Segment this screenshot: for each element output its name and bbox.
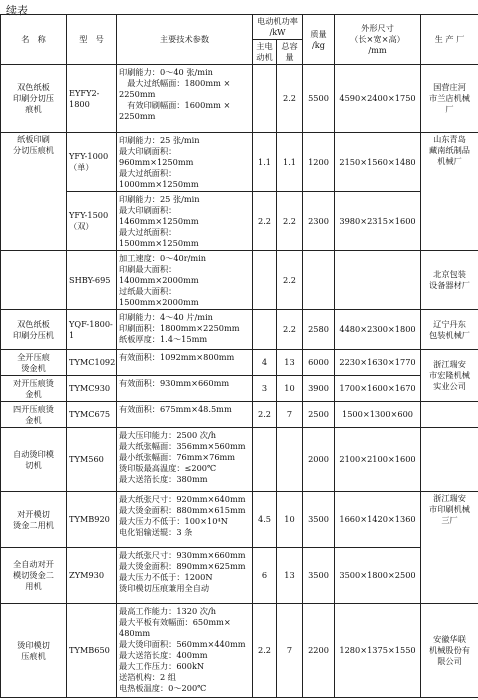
cell-dimensions: 2150×1560×1480	[335, 133, 421, 192]
cell-model: SHBY-695	[67, 251, 117, 310]
cell-name: 对开模切 烫金二用机	[1, 492, 67, 548]
cell-manufacturer: 辽宁丹东 包装机械厂	[421, 310, 478, 350]
cell-model: TYMC930	[67, 376, 117, 402]
cell-dimensions	[335, 251, 421, 310]
table-row	[1, 376, 478, 402]
cell-name: 自动烫印模 切机	[1, 428, 67, 492]
cell-model: ZYM930	[67, 548, 117, 604]
cell-motor-main	[253, 65, 277, 133]
table-row	[1, 492, 478, 548]
cell-model: YQF-1800-1	[67, 310, 117, 350]
cell-dimensions: 4480×2300×1800	[335, 310, 421, 350]
cell-motor-total: 1.1	[277, 133, 303, 192]
cell-motor-total: 13	[277, 548, 303, 604]
cell-dimensions: 1660×1420×1360	[335, 492, 421, 548]
cell-motor-total	[277, 428, 303, 492]
cell-motor-total: 10	[277, 492, 303, 548]
cell-params: 有效面积：1092mm×800mm	[117, 350, 253, 376]
header-params: 主要技术参数	[117, 15, 253, 65]
header-manufacturer: 生 产 厂	[421, 15, 478, 65]
cell-params: 最大纸张尺寸：920mm×640mm 最大烫金面积：880mm×615mm 最大压力不低于：100×10⁴N 电化铝输送辊：3 条	[117, 492, 253, 548]
cell-name: 双色纸板 印刷分切压 痕机	[1, 65, 67, 133]
header-mass: 质量 /kg	[303, 15, 335, 65]
cell-manufacturer: 国营庄河 市兰店机械 厂	[421, 65, 478, 133]
cell-name: 四开压痕烫 金机	[1, 402, 67, 428]
cell-name: 纸板印刷 分切压痕机	[1, 133, 67, 251]
cell-motor-main	[253, 251, 277, 310]
table-row	[1, 310, 478, 350]
cell-manufacturer	[421, 428, 478, 492]
cell-model: TYM560	[67, 428, 117, 492]
header-motor-total: 总容量	[277, 40, 303, 65]
header-motor-main: 主电 动机	[253, 40, 277, 65]
cell-motor-main: 2.2	[253, 604, 277, 698]
cell-name: 双色纸板 印刷分压机	[1, 310, 67, 350]
cell-params: 印刷能力：4～40 片/min 印刷面积：1800mm×2250mm 纸板厚度：1.4～15mm	[117, 310, 253, 350]
table-row	[1, 428, 478, 492]
cell-name: 全自动对开 模切烫金二 用机	[1, 548, 67, 604]
cell-motor-main: 2.2	[253, 402, 277, 428]
cell-dimensions: 1700×1600×1670	[335, 376, 421, 402]
cell-motor-total: 13	[277, 350, 303, 376]
cell-name: 全开压痕 烫金机	[1, 350, 67, 376]
table-row	[1, 251, 478, 310]
cell-motor-total: 2.2	[277, 65, 303, 133]
cell-mass: 2580	[303, 310, 335, 350]
cell-model: YFY-1000 （单）	[67, 133, 117, 192]
cell-manufacturer: 浙江瑞安 市宏隆机械 实业公司	[421, 350, 478, 402]
cell-model: TYMB650	[67, 604, 117, 698]
cell-params: 最高工作能力：1320 次/h 最大平板有效幅面：650mm× 480mm 最大烫印面积：560mm×440mm 最大送箔长度：400mm 最大工作压力：600kN 送箔机构：2 组 电热板温度：0～200℃	[117, 604, 253, 698]
cell-mass: 2300	[303, 192, 335, 251]
cell-params: 印刷能力：25 张/min 最大印刷面积：960mm×1250mm 最大过纸面积：1000mm×1250mm	[117, 133, 253, 192]
header-model: 型 号	[67, 15, 117, 65]
cell-motor-main: 3	[253, 376, 277, 402]
table-row	[1, 402, 478, 428]
cell-dimensions: 3500×1800×2500	[335, 548, 421, 604]
header-name: 名 称	[1, 15, 67, 65]
cell-dimensions: 2230×1630×1770	[335, 350, 421, 376]
cell-name	[1, 251, 67, 310]
cell-model: EYFY2-1800	[67, 65, 117, 133]
cell-motor-main: 4.5	[253, 492, 277, 548]
cell-manufacturer: 山东青岛 藏南纸制品 机械厂	[421, 133, 478, 251]
cell-dimensions: 1280×1375×1550	[335, 604, 421, 698]
cell-dimensions: 4590×2400×1750	[335, 65, 421, 133]
cell-model: YFY-1500 （双）	[67, 192, 117, 251]
cell-motor-total: 2.2	[277, 251, 303, 310]
cell-motor-main: 6	[253, 548, 277, 604]
cell-motor-total: 7	[277, 402, 303, 428]
cell-motor-total: 7	[277, 604, 303, 698]
table-row	[1, 192, 478, 251]
cell-model: TYMB920	[67, 492, 117, 548]
cell-mass: 3500	[303, 548, 335, 604]
equipment-table	[0, 14, 478, 698]
cell-model: TYMC1092	[67, 350, 117, 376]
table-row	[1, 350, 478, 376]
cell-mass: 2500	[303, 402, 335, 428]
cell-motor-main: 2.2	[253, 192, 277, 251]
cell-mass: 1200	[303, 133, 335, 192]
cell-params: 最大纸张尺寸：930mm×660mm 最大烫金面积：890mm×625mm 最大压力不低于：1200N 烫印模切压痕兼用全自动	[117, 548, 253, 604]
cell-manufacturer	[421, 402, 478, 428]
cell-manufacturer: 北京包装 设备器材厂	[421, 251, 478, 310]
cell-params: 最大压印能力：2500 次/h 最大纸张幅面：356mm×560mm 最小纸张幅面：76mm×76mm 烫印版最高温度：≤200℃ 最大送箔长度：380mm	[117, 428, 253, 492]
cell-manufacturer: 浙江瑞安 市印刷机械 三厂	[421, 492, 478, 604]
header-motor-power: 电动机功率 /kW	[253, 15, 303, 40]
cell-params: 加工速度：0～40r/min 印刷最大面积：1400mm×2000mm 过纸最大面积：1500mm×2000mm	[117, 251, 253, 310]
cell-motor-main: 4	[253, 350, 277, 376]
cell-motor-total: 2.2	[277, 310, 303, 350]
cell-dimensions: 1500×1300×600	[335, 402, 421, 428]
table-caption: 续表	[6, 4, 28, 17]
cell-params: 有效面积：675mm×48.5mm	[117, 402, 253, 428]
cell-name: 对开压痕烫 金机	[1, 376, 67, 402]
cell-mass	[303, 251, 335, 310]
cell-mass: 3500	[303, 492, 335, 548]
cell-dimensions: 3980×2315×1600	[335, 192, 421, 251]
cell-mass: 6000	[303, 350, 335, 376]
cell-params: 有效面积：930mm×660mm	[117, 376, 253, 402]
cell-motor-main	[253, 310, 277, 350]
cell-mass: 2200	[303, 604, 335, 698]
table-row	[1, 604, 478, 698]
cell-model: TYMC675	[67, 402, 117, 428]
table-row	[1, 548, 478, 604]
table-row	[1, 65, 478, 133]
cell-params: 印刷能力：0～40 张/min 最大过纸幅面：1800mm × 2250mm 有效印刷幅面：1600mm × 2250mm	[117, 65, 253, 133]
cell-motor-total: 10	[277, 376, 303, 402]
cell-motor-total: 2.2	[277, 192, 303, 251]
cell-manufacturer: 安徽华联 机械股份有 限公司	[421, 604, 478, 698]
header-dimensions: 外形尺寸 （长×宽×高） /mm	[335, 15, 421, 65]
cell-name: 烫印模切 压痕机	[1, 604, 67, 698]
cell-mass: 2000	[303, 428, 335, 492]
cell-motor-main: 1.1	[253, 133, 277, 192]
table-row	[1, 133, 478, 192]
cell-mass: 3900	[303, 376, 335, 402]
cell-mass: 5500	[303, 65, 335, 133]
cell-dimensions: 2100×2100×1600	[335, 428, 421, 492]
cell-motor-main	[253, 428, 277, 492]
cell-params: 印刷能力：25 张/min 最大印刷面积：1460mm×1250mm 最大过纸面积：1500mm×1250mm	[117, 192, 253, 251]
